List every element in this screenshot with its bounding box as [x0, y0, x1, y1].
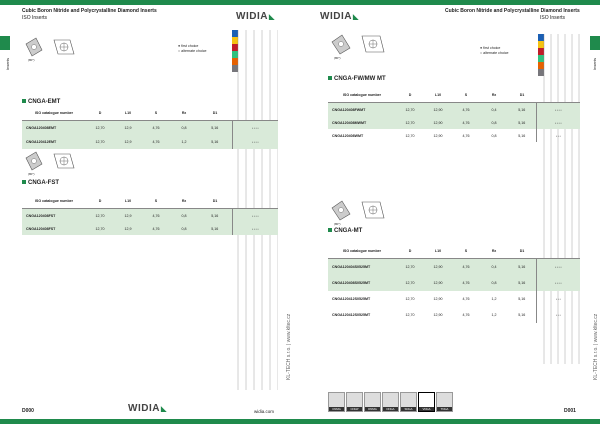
col-iso: ISO catalogue number — [22, 106, 86, 121]
table-row: CNGA120408FWMT 12,70 12,90 4,76 0,4 5,16 • • • • — [328, 103, 580, 117]
legend-alternate-choice: ○ alternate choice — [178, 49, 207, 53]
bottom-bar — [0, 419, 300, 424]
col-d1: D1 — [198, 106, 232, 121]
insert-angle-label: (80°) — [28, 58, 35, 62]
insert-angle-label: (80°) — [334, 222, 341, 226]
thumb-dnmg[interactable]: DNMG — [364, 392, 381, 412]
top-bar — [300, 0, 600, 5]
col-s: S — [142, 106, 170, 121]
col-l10: L10 — [114, 106, 142, 121]
table-row: CNGA120408FST 12,70 12,9 4,76 0,8 5,16 • • • • — [22, 209, 278, 223]
vertical-url: KL-TECH s.r.o. | www.kltec.cz — [593, 313, 599, 380]
table-cnga-mt — [328, 244, 580, 323]
insert-angle-label: (80°) — [334, 56, 341, 60]
header-title: Cubic Boron Nitride and Polycrystalline Diamond Inserts — [22, 8, 157, 14]
table-row: CNGA120408EMT 12,70 12,9 4,76 0,8 5,16 • • • • — [22, 121, 278, 135]
widia-logo: WIDIA◣ — [236, 11, 275, 22]
table-cnga-emt — [22, 106, 278, 149]
page-number: D001 — [564, 408, 576, 414]
legend — [480, 46, 509, 56]
col-d: D — [86, 106, 114, 121]
widia-logo-footer: WIDIA◣ — [128, 403, 167, 414]
section-title-cnga-fst: CNGA-FST — [22, 180, 59, 186]
top-bar — [0, 0, 300, 5]
table-row: CNGA120404S0525MT 12,70 12,90 4,76 0,4 5,16 • • • • — [328, 259, 580, 275]
widia-logo: WIDIA◣ — [320, 11, 359, 22]
header-subtitle: ISO Inserts — [540, 15, 566, 21]
table-row: CNGA120412S0525MT 12,70 12,90 4,76 1,2 5,16 • • • — [328, 291, 580, 307]
thumb-cngp[interactable]: CNGP — [346, 392, 363, 412]
footer-site: widia.com — [254, 409, 275, 414]
table-row: CNGA120408S0525MT 12,70 12,90 4,76 0,8 5,16 • • • • — [328, 275, 580, 291]
thumb-snga[interactable]: SNGA — [400, 392, 417, 412]
side-tab — [0, 36, 10, 50]
table-header: ISO catalogue number D L10 S Rε D1 — [328, 88, 580, 103]
thumb-cnmg[interactable]: CNMG — [328, 392, 345, 412]
side-label: Inserts — [592, 57, 597, 70]
insert-angle-label: (80°) — [28, 172, 35, 176]
table-header: ISO catalogue number D L10 S Rε D1 — [22, 194, 278, 209]
table-row: CNGA120408FST 12,70 12,9 4,76 0,8 5,16 • • • • — [22, 222, 278, 235]
right-page — [300, 0, 600, 424]
thumb-strip — [328, 392, 453, 412]
page-number: D000 — [22, 408, 34, 414]
bottom-bar — [300, 419, 600, 424]
table-row: CNGA120412EMT 12,70 12,9 4,76 1,2 5,16 • • • • — [22, 135, 278, 149]
table-row: CNGA120412S0525MT 12,70 12,90 4,76 1,2 5,16 • • • — [328, 307, 580, 323]
table-row: CNGA120408WMT 12,70 12,90 4,76 0,8 5,16 • • • — [328, 129, 580, 142]
thumb-dnga[interactable]: DNGA — [382, 392, 399, 412]
side-tab — [590, 36, 600, 50]
vertical-url: KL-TECH s.r.o. | www.kltec.cz — [286, 313, 292, 380]
legend-first-choice: ● first choice — [480, 46, 501, 50]
header-title: Cubic Boron Nitride and Polycrystalline Diamond Inserts — [445, 8, 580, 14]
legend-first-choice: ● first choice — [178, 44, 199, 48]
section-title-cnga-emt: CNGA-EMT — [22, 99, 60, 105]
table-cnga-fw-mw-mt — [328, 88, 580, 142]
thumb-tnga[interactable]: TNGA — [436, 392, 453, 412]
col-re: Rε — [170, 106, 198, 121]
section-title-cnga-mt: CNGA-MT — [328, 228, 362, 234]
side-label: Inserts — [5, 57, 10, 70]
section-title-cnga-fw-mw-mt: CNGA-FW/MW MT — [328, 76, 386, 82]
table-header: ISO catalogue number D L10 S Rε D1 — [328, 244, 580, 259]
table-header — [22, 106, 278, 121]
thumb-vnga[interactable]: VNGA — [418, 392, 435, 412]
legend — [178, 44, 207, 54]
table-row: CNGA120408MWMT 12,70 12,90 4,76 0,8 5,16 • • • • — [328, 116, 580, 129]
legend-alternate-choice: ○ alternate choice — [480, 51, 509, 55]
table-cnga-fst — [22, 194, 278, 235]
header-subtitle: ISO Inserts — [22, 15, 48, 21]
